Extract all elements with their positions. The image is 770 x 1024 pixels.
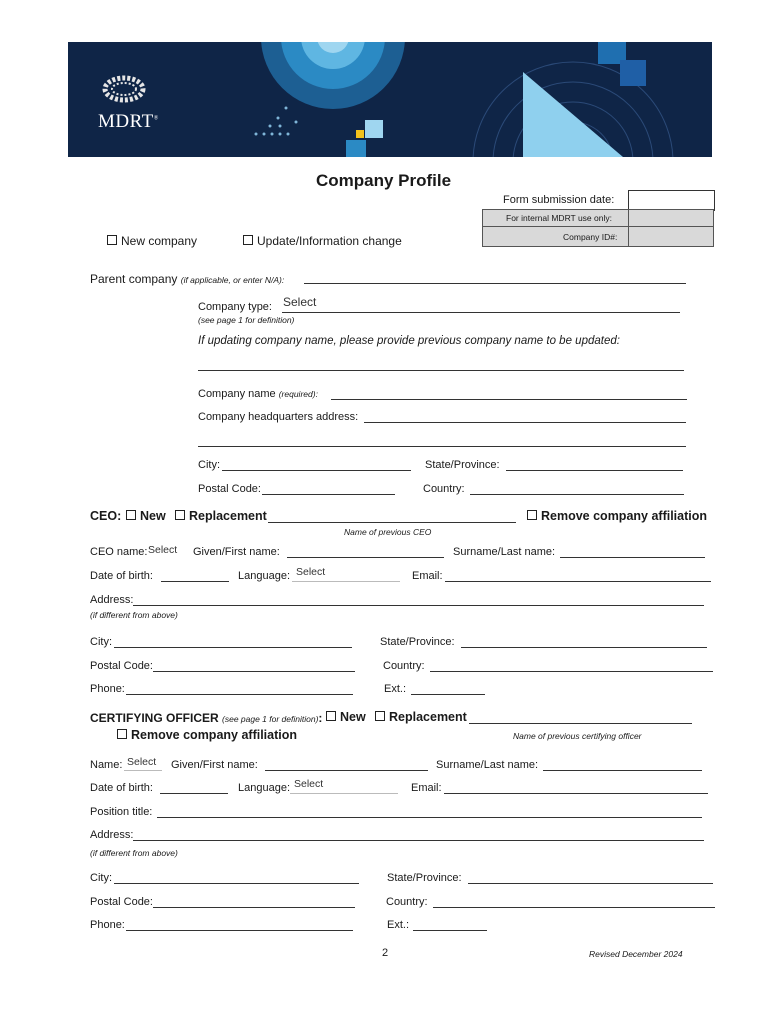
submission-date-label: Form submission date: xyxy=(503,194,615,206)
officer-country-input[interactable] xyxy=(433,907,715,908)
officer-language-select[interactable]: Select xyxy=(294,778,324,790)
new-company-option[interactable] xyxy=(107,234,197,248)
company-postal-label: Postal Code: xyxy=(198,483,261,495)
ceo-surname-input[interactable] xyxy=(560,557,705,558)
prev-officer-caption: Name of previous certifying officer xyxy=(513,731,642,741)
ceo-dob-input[interactable] xyxy=(161,581,229,582)
update-label: Update/Information change xyxy=(257,234,402,248)
company-name-input[interactable] xyxy=(331,399,687,400)
ceo-name-select[interactable]: Select xyxy=(148,544,178,556)
revised-date: Revised December 2024 xyxy=(589,949,683,959)
officer-position-input[interactable] xyxy=(157,817,702,818)
officer-replacement-option[interactable] xyxy=(375,711,467,724)
registered-mark: ® xyxy=(153,115,159,122)
ceo-remove-option[interactable] xyxy=(527,510,707,523)
officer-remove-option[interactable] xyxy=(117,729,297,742)
company-name-text: Company name xyxy=(198,388,276,400)
submission-date-field[interactable] xyxy=(628,190,715,211)
officer-name-label: Name: xyxy=(90,759,123,771)
officer-new-checkbox[interactable] xyxy=(326,711,336,721)
ceo-ext-label: Ext.: xyxy=(384,683,407,695)
company-city-label: City: xyxy=(198,459,220,471)
mdrt-logo-text xyxy=(98,111,159,133)
officer-city-label: City: xyxy=(90,872,112,884)
ceo-given-input[interactable] xyxy=(287,557,444,558)
header-banner xyxy=(68,42,712,157)
officer-new-option[interactable] xyxy=(326,711,366,724)
officer-new-label: New xyxy=(340,710,366,724)
ceo-new-label: New xyxy=(140,509,166,523)
logo-wordmark: MDRT xyxy=(98,111,154,132)
officer-remove-label: Remove company affiliation xyxy=(131,728,298,742)
ceo-replacement-checkbox[interactable] xyxy=(175,510,185,520)
parent-hint: (if applicable, or enter N/A): xyxy=(180,275,285,285)
parent-company-label xyxy=(90,272,284,287)
officer-postal-input[interactable] xyxy=(153,907,355,908)
update-checkbox[interactable] xyxy=(243,235,253,245)
ceo-new-option[interactable] xyxy=(126,510,166,523)
company-postal-input[interactable] xyxy=(262,494,395,495)
officer-position-label: Position title: xyxy=(90,806,153,818)
update-option[interactable] xyxy=(243,234,402,248)
officer-given-input[interactable] xyxy=(265,770,428,771)
company-city-input[interactable] xyxy=(222,470,411,471)
officer-remove-checkbox[interactable] xyxy=(117,729,127,739)
officer-name-line xyxy=(124,770,162,771)
company-name-label xyxy=(198,388,318,401)
ceo-language-select[interactable]: Select xyxy=(296,566,326,578)
officer-heading-text: CERTIFYING OFFICER xyxy=(90,711,219,725)
company-type-label: Company type: xyxy=(198,301,272,313)
admin-divider-2 xyxy=(628,209,629,247)
company-country-label: Country: xyxy=(423,483,465,495)
officer-replacement-label: Replacement xyxy=(389,710,467,724)
ceo-city-label: City: xyxy=(90,636,112,648)
prev-name-prompt: If updating company name, please provide previous company name to be updated: xyxy=(198,335,620,347)
parent-company-input[interactable] xyxy=(304,283,686,284)
officer-language-line xyxy=(290,793,398,794)
company-type-hint: (see page 1 for definition) xyxy=(198,315,295,325)
ceo-country-input[interactable] xyxy=(430,671,713,672)
ceo-replacement-option[interactable] xyxy=(175,510,267,523)
company-type-select[interactable]: Select xyxy=(283,295,317,309)
company-type-line xyxy=(282,312,680,313)
officer-dob-input[interactable] xyxy=(160,793,228,794)
ceo-language-line xyxy=(292,581,400,582)
officer-address-input[interactable] xyxy=(133,840,704,841)
officer-email-label: Email: xyxy=(411,782,442,794)
page-number: 2 xyxy=(382,947,389,959)
ceo-city-input[interactable] xyxy=(114,647,352,648)
officer-address-label: Address: xyxy=(90,829,134,841)
ceo-heading: CEO: xyxy=(90,509,122,523)
company-state-input[interactable] xyxy=(506,470,683,471)
internal-use-label: For internal MDRT use only: xyxy=(506,213,612,223)
officer-phone-input[interactable] xyxy=(126,930,353,931)
banner-graphic xyxy=(68,42,712,157)
ceo-state-input[interactable] xyxy=(461,647,707,648)
officer-address-hint: (if different from above) xyxy=(90,848,178,858)
officer-replacement-checkbox[interactable] xyxy=(375,711,385,721)
ceo-language-label: Language: xyxy=(238,570,290,582)
ceo-given-label: Given/First name: xyxy=(193,546,280,558)
company-id-label: Company ID#: xyxy=(563,232,618,242)
parent-label-text: Parent company xyxy=(90,272,178,286)
officer-ext-input[interactable] xyxy=(413,930,487,931)
ceo-email-input[interactable] xyxy=(445,581,711,582)
officer-surname-label: Surname/Last name: xyxy=(436,759,539,771)
ceo-country-label: Country: xyxy=(383,660,425,672)
officer-heading xyxy=(90,711,322,726)
ceo-phone-label: Phone: xyxy=(90,683,125,695)
officer-heading-hint: (see page 1 for definition) xyxy=(222,714,319,724)
officer-heading-colon: : xyxy=(318,711,323,725)
officer-country-label: Country: xyxy=(386,896,428,908)
officer-postal-label: Postal Code: xyxy=(90,896,153,908)
company-state-label: State/Province: xyxy=(425,459,500,471)
ceo-remove-label: Remove company affiliation xyxy=(541,509,708,523)
ceo-replacement-label: Replacement xyxy=(189,509,267,523)
officer-city-input[interactable] xyxy=(114,883,359,884)
officer-dob-label: Date of birth: xyxy=(90,782,153,794)
ceo-postal-label: Postal Code: xyxy=(90,660,153,672)
ceo-name-label: CEO name: xyxy=(90,546,148,558)
ceo-address-hint: (if different from above) xyxy=(90,610,178,620)
page-title: Company Profile xyxy=(316,171,452,190)
ceo-surname-label: Surname/Last name: xyxy=(453,546,556,558)
officer-ext-label: Ext.: xyxy=(387,919,410,931)
ceo-remove-checkbox[interactable] xyxy=(527,510,537,520)
ceo-state-label: State/Province: xyxy=(380,636,455,648)
officer-name-select[interactable]: Select xyxy=(127,756,157,768)
ceo-address-input[interactable] xyxy=(133,605,704,606)
mdrt-logo-icon xyxy=(100,70,150,108)
ceo-ext-input[interactable] xyxy=(411,694,485,695)
prev-ceo-input[interactable] xyxy=(268,522,516,523)
hq-address-input[interactable] xyxy=(364,422,686,423)
officer-email-input[interactable] xyxy=(444,793,708,794)
officer-state-input[interactable] xyxy=(468,883,713,884)
hq-address-label: Company headquarters address: xyxy=(198,411,359,423)
officer-phone-label: Phone: xyxy=(90,919,125,931)
new-company-label: New company xyxy=(121,234,198,248)
prev-ceo-caption: Name of previous CEO xyxy=(344,527,432,537)
ceo-address-label: Address: xyxy=(90,594,134,606)
officer-given-label: Given/First name: xyxy=(171,759,258,771)
prev-officer-input[interactable] xyxy=(469,723,692,724)
ceo-dob-label: Date of birth: xyxy=(90,570,153,582)
ceo-new-checkbox[interactable] xyxy=(126,510,136,520)
ceo-email-label: Email: xyxy=(412,570,443,582)
ceo-phone-input[interactable] xyxy=(126,694,353,695)
officer-surname-input[interactable] xyxy=(543,770,702,771)
officer-state-label: State/Province: xyxy=(387,872,462,884)
new-company-checkbox[interactable] xyxy=(107,235,117,245)
company-country-input[interactable] xyxy=(470,494,684,495)
required-hint: (required): xyxy=(278,389,318,399)
officer-language-label: Language: xyxy=(238,782,290,794)
ceo-postal-input[interactable] xyxy=(153,671,355,672)
prev-name-input[interactable] xyxy=(198,370,684,371)
hq-address-input-2[interactable] xyxy=(198,446,686,447)
